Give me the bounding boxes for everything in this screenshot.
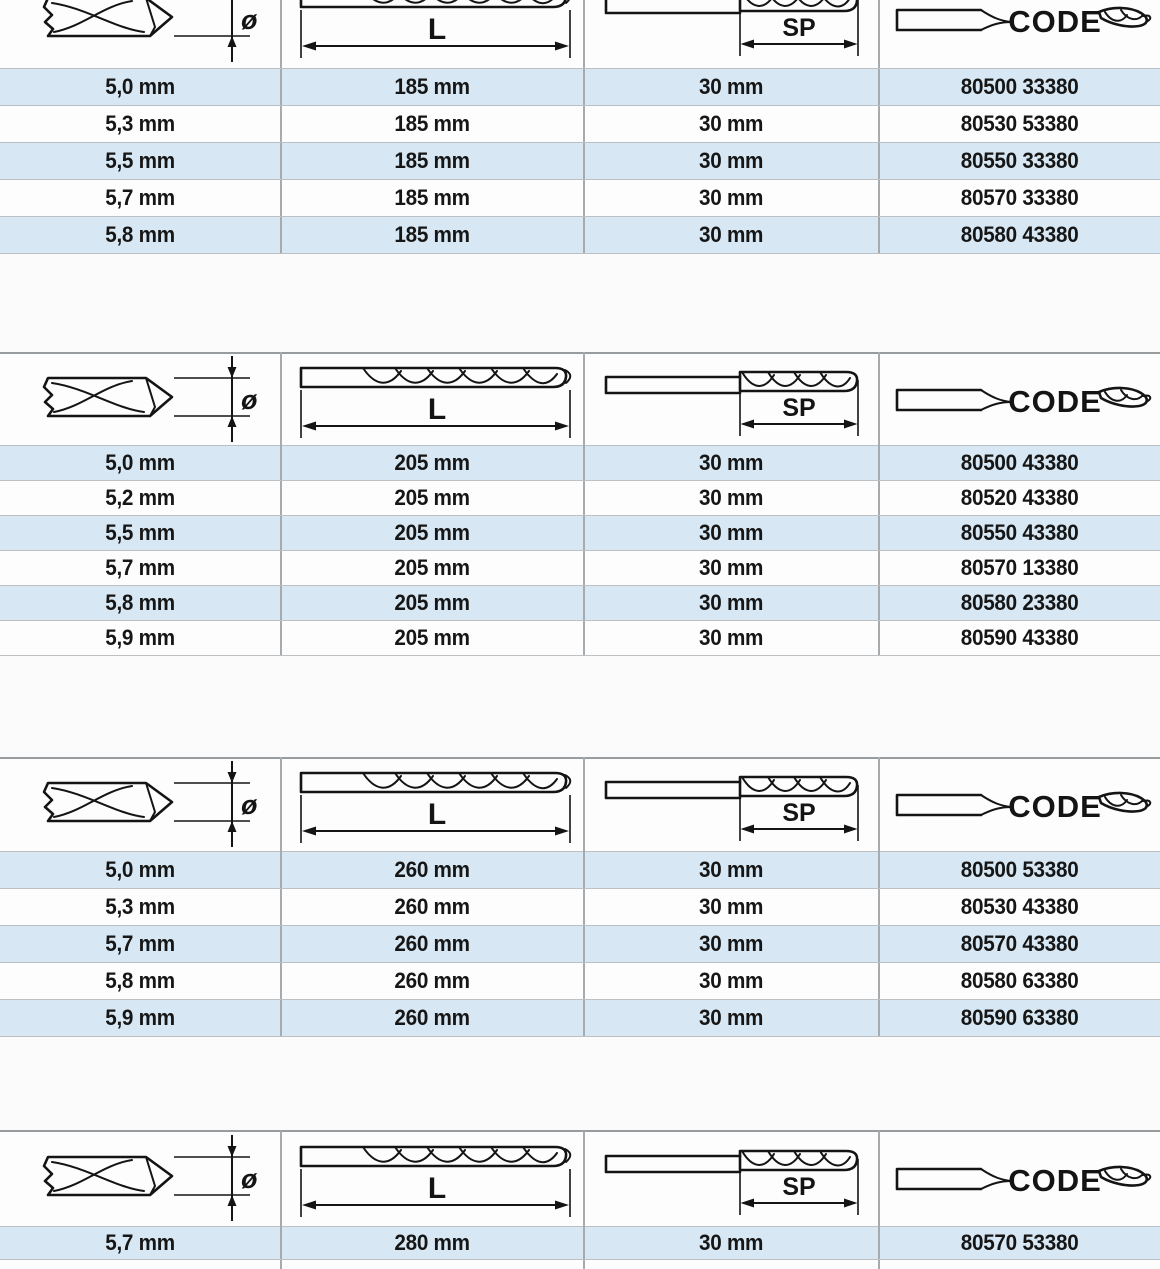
section-gap: [0, 656, 1160, 757]
spiral-text: 30 mm: [699, 1230, 764, 1255]
diameter-text: 5,8 mm: [105, 222, 175, 247]
code-value: [878, 446, 1160, 480]
spiral-text: 30 mm: [699, 555, 764, 580]
table-row: [0, 179, 1160, 216]
code-value: [878, 586, 1160, 620]
spiral-text: 30 mm: [699, 148, 764, 173]
diameter-text: 5,0 mm: [105, 74, 175, 99]
header-code-cell: [878, 352, 1160, 448]
diameter-symbol: ø: [241, 1164, 258, 1194]
diameter-value: [0, 516, 280, 550]
spec-table-185mm: [0, 0, 1160, 254]
spiral-value: [583, 551, 878, 585]
code-value: [878, 217, 1160, 253]
code-text: 80570 33380: [961, 185, 1079, 210]
spiral-text: 30 mm: [699, 931, 764, 956]
diameter-symbol: ø: [241, 384, 258, 415]
diameter-value: [0, 106, 280, 142]
drill-spiral-length-icon: [592, 0, 872, 68]
code-text: 80530 43380: [961, 894, 1079, 919]
header-spiral-cell: [583, 757, 878, 853]
code-label: CODE: [1008, 383, 1102, 419]
length-text: 185 mm: [394, 222, 471, 247]
code-text: 80590 63380: [961, 1005, 1079, 1030]
spiral-value: [583, 963, 878, 999]
table-header: [0, 352, 1160, 445]
spiral-symbol: SP: [781, 799, 816, 827]
length-value: [280, 586, 583, 620]
header-diameter-cell: [0, 757, 280, 853]
diameter-value: [0, 217, 280, 253]
drill-diameter-icon: [14, 757, 266, 853]
drill-length-icon: [285, 352, 580, 448]
table-row: [0, 515, 1160, 550]
length-value: [280, 143, 583, 179]
length-text: 205 mm: [394, 590, 471, 615]
length-value: [280, 1260, 583, 1269]
length-text: 185 mm: [394, 148, 471, 173]
length-symbol: L: [427, 392, 447, 426]
length-value: [280, 621, 583, 655]
spiral-text: 30 mm: [699, 625, 764, 650]
table-row: [0, 216, 1160, 253]
diameter-value: [0, 69, 280, 105]
length-value: [280, 446, 583, 480]
spiral-symbol: SP: [781, 393, 816, 422]
header-spiral-cell: [583, 1131, 878, 1227]
diameter-text: 5,8 mm: [105, 590, 175, 615]
table-row: [0, 480, 1160, 515]
header-diameter-cell: [0, 1131, 280, 1227]
table-header: [0, 757, 1160, 851]
code-text: 80500 53380: [961, 857, 1079, 882]
diameter-text: 5,9 mm: [105, 1005, 175, 1030]
length-text: 280 mm: [394, 1230, 471, 1255]
length-symbol: L: [427, 798, 447, 831]
code-text: 80570 53380: [961, 1230, 1079, 1255]
drill-spiral-length-icon: [592, 1131, 872, 1227]
header-spiral-cell: [583, 0, 878, 68]
length-text: 260 mm: [394, 1005, 471, 1030]
drill-spiral-length-icon: [592, 757, 872, 853]
section-gap: [0, 1037, 1160, 1130]
table-row: [0, 585, 1160, 620]
code-text: 80520 43380: [961, 485, 1079, 510]
code-value: [878, 481, 1160, 515]
table-row: [0, 851, 1160, 888]
code-text: 80500 33380: [961, 74, 1079, 99]
spiral-value: [583, 889, 878, 925]
spiral-value: [583, 852, 878, 888]
spiral-text: 30 mm: [699, 185, 764, 210]
table-header: [0, 0, 1160, 68]
diameter-value: [0, 1000, 280, 1036]
code-value: [878, 889, 1160, 925]
length-text: 185 mm: [394, 74, 471, 99]
diameter-text: 5,0 mm: [105, 450, 175, 475]
length-text: 260 mm: [394, 968, 471, 993]
spiral-text: 30 mm: [699, 520, 764, 545]
header-spiral-cell: [583, 352, 878, 448]
length-text: 205 mm: [394, 520, 471, 545]
table-row-partial: [0, 1259, 1160, 1269]
diameter-text: 5,7 mm: [105, 555, 175, 580]
drill-length-icon: [285, 1131, 580, 1227]
length-text: 260 mm: [394, 857, 471, 882]
diameter-text: 5,3 mm: [105, 111, 175, 136]
code-text: 80500 43380: [961, 450, 1079, 475]
drill-diameter-icon: [14, 1131, 266, 1227]
diameter-symbol: ø: [241, 5, 258, 35]
drill-code-icon: [881, 1131, 1159, 1227]
diameter-text: 5,9 mm: [105, 625, 175, 650]
length-text: 205 mm: [394, 450, 471, 475]
spec-table-280mm: [0, 1130, 1160, 1269]
drill-code-icon: [881, 352, 1159, 448]
code-text: 80580 63380: [961, 968, 1079, 993]
spiral-text: 30 mm: [699, 894, 764, 919]
diameter-value: [0, 926, 280, 962]
spiral-value: [583, 69, 878, 105]
code-text: 80570 43380: [961, 931, 1079, 956]
spiral-value: [583, 1227, 878, 1259]
length-text: 260 mm: [394, 894, 471, 919]
spiral-value: [583, 217, 878, 253]
drill-diameter-icon: [14, 352, 266, 448]
length-value: [280, 180, 583, 216]
diameter-text: 5,2 mm: [105, 485, 175, 510]
spiral-value: [583, 516, 878, 550]
header-length-cell: [280, 0, 583, 68]
code-value: [878, 621, 1160, 655]
spiral-text: 30 mm: [699, 590, 764, 615]
header-length-cell: [280, 352, 583, 448]
header-code-cell: [878, 1131, 1160, 1227]
diameter-text: 5,5 mm: [105, 520, 175, 545]
diameter-value: [0, 1227, 280, 1259]
length-value: [280, 963, 583, 999]
code-value: [878, 180, 1160, 216]
code-value: [878, 516, 1160, 550]
spiral-value: [583, 446, 878, 480]
length-value: [280, 69, 583, 105]
length-value: [280, 852, 583, 888]
spiral-text: 30 mm: [699, 111, 764, 136]
diameter-text: 5,5 mm: [105, 148, 175, 173]
length-value: [280, 516, 583, 550]
spiral-text: 30 mm: [699, 74, 764, 99]
code-value: [878, 69, 1160, 105]
length-value: [280, 481, 583, 515]
spiral-text: 30 mm: [699, 1005, 764, 1030]
diameter-text: 5,8 mm: [105, 968, 175, 993]
table-row: [0, 68, 1160, 105]
diameter-text: 5,7 mm: [105, 185, 175, 210]
table-row: [0, 445, 1160, 480]
diameter-value: [0, 143, 280, 179]
spiral-value: [583, 143, 878, 179]
length-text: 260 mm: [394, 931, 471, 956]
code-text: 80550 33380: [961, 148, 1079, 173]
diameter-value: [0, 889, 280, 925]
spiral-value: [583, 1260, 878, 1269]
code-value: [878, 963, 1160, 999]
code-text: 80590 43380: [961, 625, 1079, 650]
code-text: 80530 53380: [961, 111, 1079, 136]
code-label: CODE: [1008, 789, 1102, 824]
length-value: [280, 106, 583, 142]
spec-table-205mm: [0, 352, 1160, 656]
diameter-text: 5,7 mm: [105, 1230, 175, 1255]
length-symbol: L: [427, 13, 447, 46]
section-gap: [0, 254, 1160, 352]
spiral-text: 30 mm: [699, 222, 764, 247]
diameter-value: [0, 963, 280, 999]
length-text: 205 mm: [394, 625, 471, 650]
code-text: 80580 23380: [961, 590, 1079, 615]
length-value: [280, 1227, 583, 1259]
code-value: [878, 926, 1160, 962]
spec-table-260mm: [0, 757, 1160, 1037]
spiral-value: [583, 1000, 878, 1036]
code-label: CODE: [1008, 1163, 1102, 1198]
drill-length-icon: [285, 0, 580, 68]
code-value: [878, 1227, 1160, 1259]
spiral-value: [583, 926, 878, 962]
spiral-symbol: SP: [781, 14, 816, 42]
code-text: 80570 13380: [961, 555, 1079, 580]
spiral-value: [583, 106, 878, 142]
diameter-value: [0, 481, 280, 515]
code-value: [878, 551, 1160, 585]
length-value: [280, 1000, 583, 1036]
drill-code-icon: [881, 757, 1159, 853]
drill-length-icon: [285, 757, 580, 853]
code-value: [878, 1000, 1160, 1036]
header-length-cell: [280, 1131, 583, 1227]
table-row: [0, 962, 1160, 999]
length-text: 205 mm: [394, 555, 471, 580]
length-symbol: L: [427, 1172, 447, 1205]
length-text: 205 mm: [394, 485, 471, 510]
diameter-value: [0, 551, 280, 585]
diameter-value: [0, 852, 280, 888]
header-diameter-cell: [0, 0, 280, 68]
table-row: [0, 620, 1160, 655]
diameter-text: 5,7 mm: [105, 931, 175, 956]
diameter-text: 5,0 mm: [105, 857, 175, 882]
drill-diameter-icon: [14, 0, 266, 68]
table-row: [0, 888, 1160, 925]
spiral-symbol: SP: [781, 1173, 816, 1201]
diameter-value: [0, 180, 280, 216]
table-header: [0, 1130, 1160, 1226]
drill-spiral-length-icon: [592, 352, 872, 448]
code-text: 80550 43380: [961, 520, 1079, 545]
header-code-cell: [878, 757, 1160, 853]
code-value: [878, 106, 1160, 142]
diameter-text: 5,3 mm: [105, 894, 175, 919]
length-text: 185 mm: [394, 111, 471, 136]
diameter-value: [0, 1260, 280, 1269]
table-row: [0, 550, 1160, 585]
code-label: CODE: [1008, 4, 1102, 39]
length-value: [280, 889, 583, 925]
length-text: 185 mm: [394, 185, 471, 210]
header-code-cell: [878, 0, 1160, 68]
diameter-value: [0, 446, 280, 480]
diameter-value: [0, 621, 280, 655]
length-value: [280, 551, 583, 585]
diameter-symbol: ø: [241, 790, 258, 820]
table-row: [0, 999, 1160, 1036]
spiral-text: 30 mm: [699, 485, 764, 510]
table-row: [0, 1226, 1160, 1259]
spiral-text: 30 mm: [699, 450, 764, 475]
spiral-value: [583, 481, 878, 515]
code-value: [878, 1260, 1160, 1269]
spiral-value: [583, 586, 878, 620]
header-length-cell: [280, 757, 583, 853]
table-row: [0, 142, 1160, 179]
table-row: [0, 925, 1160, 962]
spiral-text: 30 mm: [699, 968, 764, 993]
drill-code-icon: [881, 0, 1159, 68]
table-row: [0, 105, 1160, 142]
spiral-value: [583, 621, 878, 655]
header-diameter-cell: [0, 352, 280, 448]
code-text: 80580 43380: [961, 222, 1079, 247]
spiral-text: 30 mm: [699, 857, 764, 882]
spiral-value: [583, 180, 878, 216]
length-value: [280, 926, 583, 962]
code-value: [878, 852, 1160, 888]
code-value: [878, 143, 1160, 179]
length-value: [280, 217, 583, 253]
diameter-value: [0, 586, 280, 620]
